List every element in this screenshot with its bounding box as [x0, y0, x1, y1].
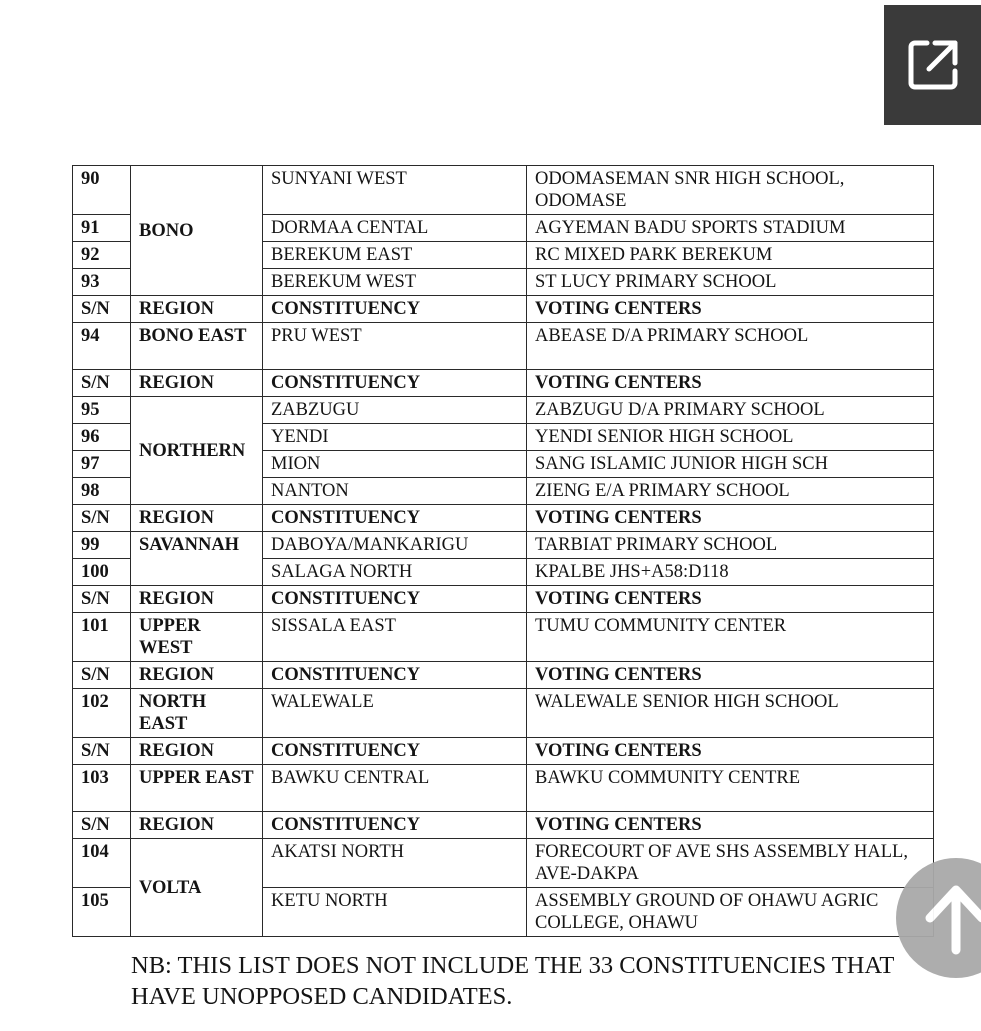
row-region: VOLTA — [131, 839, 263, 937]
header-voting-centers: VOTING CENTERS — [527, 505, 934, 532]
arrow-up-icon — [916, 878, 981, 958]
row-region: UPPER EAST — [131, 765, 263, 812]
row-constituency: KETU NORTH — [263, 888, 527, 937]
header-voting-centers: VOTING CENTERS — [527, 296, 934, 323]
row-sn: 93 — [73, 269, 131, 296]
header-sn: S/N — [73, 662, 131, 689]
header-constituency: CONSTITUENCY — [263, 812, 527, 839]
header-row — [73, 296, 934, 323]
header-sn: S/N — [73, 586, 131, 613]
row-sn: 102 — [73, 689, 131, 738]
header-voting-centers: VOTING CENTERS — [527, 738, 934, 765]
header-region: REGION — [131, 812, 263, 839]
row-constituency: YENDI — [263, 424, 527, 451]
row-sn: 92 — [73, 242, 131, 269]
table-row — [73, 166, 934, 215]
header-voting-centers: VOTING CENTERS — [527, 370, 934, 397]
header-region: REGION — [131, 370, 263, 397]
row-region: BONO EAST — [131, 323, 263, 370]
row-region: NORTH EAST — [131, 689, 263, 738]
header-region: REGION — [131, 586, 263, 613]
header-row — [73, 738, 934, 765]
row-voting-center: BAWKU COMMUNITY CENTRE — [527, 765, 934, 812]
row-sn: 98 — [73, 478, 131, 505]
row-sn: 90 — [73, 166, 131, 215]
table-row — [73, 839, 934, 888]
row-constituency: NANTON — [263, 478, 527, 505]
row-constituency: SUNYANI WEST — [263, 166, 527, 215]
row-constituency: WALEWALE — [263, 689, 527, 738]
row-constituency: DABOYA/MANKARIGU — [263, 532, 527, 559]
row-constituency: MION — [263, 451, 527, 478]
table-row — [73, 397, 934, 424]
header-region: REGION — [131, 662, 263, 689]
row-voting-center: FORECOURT OF AVE SHS ASSEMBLY HALL, AVE-DAKPA — [527, 839, 934, 888]
header-constituency: CONSTITUENCY — [263, 662, 527, 689]
row-voting-center: ASSEMBLY GROUND OF OHAWU AGRIC COLLEGE, OHAWU — [527, 888, 934, 937]
row-voting-center: ST LUCY PRIMARY SCHOOL — [527, 269, 934, 296]
header-row — [73, 505, 934, 532]
open-external-button[interactable] — [884, 5, 981, 125]
header-sn: S/N — [73, 738, 131, 765]
footnote: NB: THIS LIST DOES NOT INCLUDE THE 33 CONSTITUENCIES THAT HAVE UNOPPOSED CANDIDATES. — [131, 952, 894, 1010]
header-constituency: CONSTITUENCY — [263, 505, 527, 532]
table-row — [73, 532, 934, 559]
row-voting-center: SANG ISLAMIC JUNIOR HIGH SCH — [527, 451, 934, 478]
row-voting-center: WALEWALE SENIOR HIGH SCHOOL — [527, 689, 934, 738]
row-sn: 99 — [73, 532, 131, 559]
header-constituency: CONSTITUENCY — [263, 370, 527, 397]
header-voting-centers: VOTING CENTERS — [527, 812, 934, 839]
table-row — [73, 323, 934, 370]
header-constituency: CONSTITUENCY — [263, 738, 527, 765]
constituency-table — [72, 165, 934, 937]
row-voting-center: ODOMASEMAN SNR HIGH SCHOOL, ODOMASE — [527, 166, 934, 215]
row-sn: 100 — [73, 559, 131, 586]
row-constituency: PRU WEST — [263, 323, 527, 370]
table-row — [73, 613, 934, 662]
row-constituency: SISSALA EAST — [263, 613, 527, 662]
row-constituency: ZABZUGU — [263, 397, 527, 424]
header-region: REGION — [131, 738, 263, 765]
header-sn: S/N — [73, 370, 131, 397]
row-constituency: SALAGA NORTH — [263, 559, 527, 586]
header-region: REGION — [131, 505, 263, 532]
row-sn: 95 — [73, 397, 131, 424]
row-sn: 94 — [73, 323, 131, 370]
row-voting-center: TUMU COMMUNITY CENTER — [527, 613, 934, 662]
table-row — [73, 689, 934, 738]
row-sn: 91 — [73, 215, 131, 242]
header-region: REGION — [131, 296, 263, 323]
row-voting-center: YENDI SENIOR HIGH SCHOOL — [527, 424, 934, 451]
row-voting-center: RC MIXED PARK BEREKUM — [527, 242, 934, 269]
row-voting-center: ZIENG E/A PRIMARY SCHOOL — [527, 478, 934, 505]
row-region: BONO — [131, 166, 263, 296]
row-sn: 101 — [73, 613, 131, 662]
row-constituency: BAWKU CENTRAL — [263, 765, 527, 812]
row-region: NORTHERN — [131, 397, 263, 505]
header-row — [73, 586, 934, 613]
row-voting-center: KPALBE JHS+A58:D118 — [527, 559, 934, 586]
row-voting-center: ZABZUGU D/A PRIMARY SCHOOL — [527, 397, 934, 424]
open-in-new-icon — [903, 35, 963, 95]
row-sn: 103 — [73, 765, 131, 812]
row-sn: 96 — [73, 424, 131, 451]
header-voting-centers: VOTING CENTERS — [527, 662, 934, 689]
header-row — [73, 370, 934, 397]
header-constituency: CONSTITUENCY — [263, 296, 527, 323]
table-row — [73, 765, 934, 812]
row-region: SAVANNAH — [131, 532, 263, 586]
row-voting-center: TARBIAT PRIMARY SCHOOL — [527, 532, 934, 559]
row-region: UPPER WEST — [131, 613, 263, 662]
header-sn: S/N — [73, 812, 131, 839]
row-constituency: BEREKUM EAST — [263, 242, 527, 269]
header-sn: S/N — [73, 505, 131, 532]
row-constituency: AKATSI NORTH — [263, 839, 527, 888]
row-sn: 97 — [73, 451, 131, 478]
row-sn: 105 — [73, 888, 131, 937]
header-sn: S/N — [73, 296, 131, 323]
header-row — [73, 812, 934, 839]
row-constituency: BEREKUM WEST — [263, 269, 527, 296]
header-constituency: CONSTITUENCY — [263, 586, 527, 613]
header-row — [73, 662, 934, 689]
row-voting-center: AGYEMAN BADU SPORTS STADIUM — [527, 215, 934, 242]
row-sn: 104 — [73, 839, 131, 888]
row-constituency: DORMAA CENTAL — [263, 215, 527, 242]
header-voting-centers: VOTING CENTERS — [527, 586, 934, 613]
row-voting-center: ABEASE D/A PRIMARY SCHOOL — [527, 323, 934, 370]
